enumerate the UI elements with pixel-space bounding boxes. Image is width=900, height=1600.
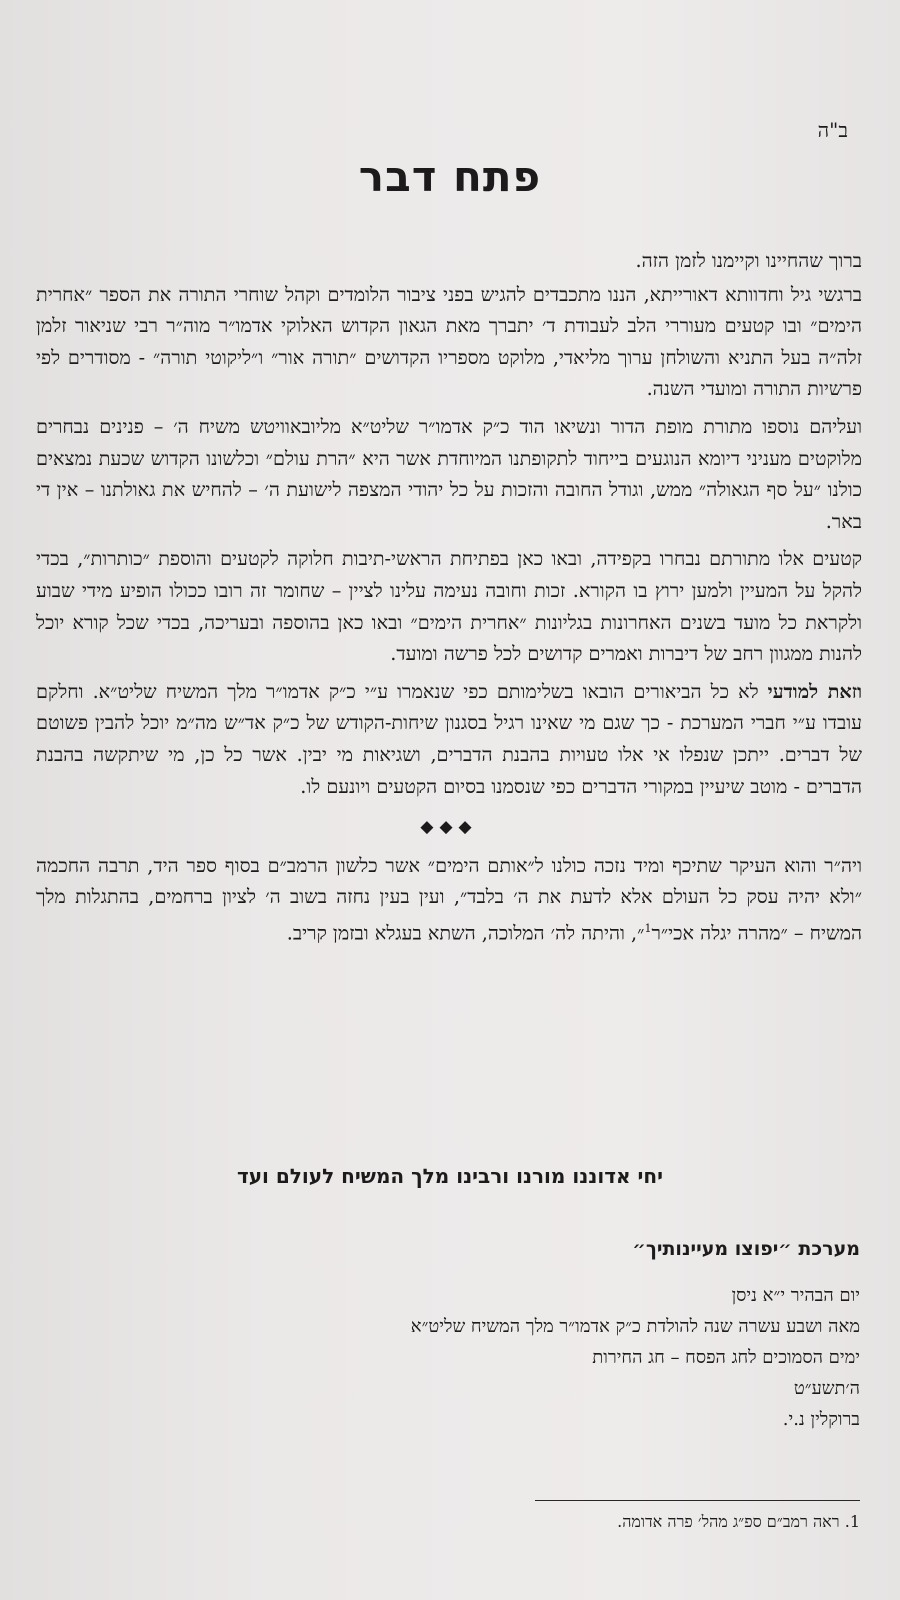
footnote: 1. ראה רמב״ם ספ״ג מהל׳ פרה אדומה. xyxy=(617,1512,860,1531)
paragraph-opening: ברוך שהחיינו וקיימנו לזמן הזה. xyxy=(635,249,862,272)
dateline-line: מאה ושבע עשרה שנה להולדת כ״ק אדמו״ר מלך המשיח שליט״א xyxy=(410,1316,860,1337)
dateline-line: יום הבהיר י״א ניסן xyxy=(731,1285,860,1306)
paragraph-additions: ועליהם נוספו מתורת מופת הדור ונשיאו הוד כ״ק אדמו״ר שליט״א מליובאוויטש משיח ה׳ – פנינים נבחרים מלוקטים מעניני דיומא הנוגעים בייחוד לתקופתנו המיוחדת אשר היא ״הרת עולם״ וכלשונו הקדוש שכעת נמצאים כולנו ״על סף הגאולה״ ממש, וגודל החובה והזכות על כל יהודי המצפה לישועת ה׳ – להחיש את גאולתנו – אין די באר. xyxy=(36,414,862,533)
page-title: פתח דבר xyxy=(358,152,542,201)
editorial-signature: מערכת ״יפוצו מעיינותיך״ xyxy=(632,1238,860,1260)
bh-header: ב"ה xyxy=(817,118,848,142)
closing-line: יחי אדוננו מורנו ורבינו מלך המשיח לעולם ועד xyxy=(236,1164,664,1188)
diamond-separator: ◆◆◆ xyxy=(420,817,478,838)
paragraph-selection: קטעים אלו מתורתם נבחרו בקפידה, ובאו כאן בפתיחת הראשי-תיבות חלוקה לקטעים והוספת ״כותרות״, בכדי להקל על המעיין ולמען ירוץ בו הקורא. זכות וחובה נעימה עלינו לציין – שחומר זה רובו ככולו הופיע מידי שבוע ולקראת כל מועד בשנים האחרונות בגליונות ״אחרית הימים״ ובאו כאן בהוספה ובעריכה, בכדי שכל קורא יוכל להנות ממגוון רחב של דיברות ואמרים קדושים לכל פרשה ומועד. xyxy=(36,547,862,666)
paragraph-introduction: ברגשי גיל וחדוותא דאורייתא, הננו מתכבדים להגיש בפני ציבור הלומדים וקהל שוחרי התורה את הספר ״אחרית הימים״ ובו קטעים מעוררי הלב לעבודת ד׳ יתברך מאת הגאון הקדוש האלוקי אדמו״ר מוה״ר רבי שניאור זלמן זלה״ה בעל התניא והשולחן ערוך מליאדי, מלוקט מספריו הקדושים ״תורה אור״ ו״ליקוטי תורה״ - מסודרים לפי פרשיות התורה ומועדי השנה. xyxy=(36,282,862,401)
dateline-line: ימים הסמוכים לחג הפסח – חג החירות xyxy=(592,1347,860,1368)
final-text-before: ויה״ר והוא העיקר שתיכף ומיד נזכה כולנו ל״אותם הימים״ אשר כלשון הרמב״ם בסוף ספר היד, תרבה החכמה ״ולא יהיה עסק כל העולם אלא לדעת את ה׳ בלבד״, ועין בעין נחזה בשוב ה׳ לציון ברחמים, בהתגלות מלך המשיח – ״מהרה יגלה אכי״ר xyxy=(36,853,862,945)
paragraph-notice xyxy=(36,676,862,802)
notice-bold-lead: וזאת למודעי xyxy=(767,679,862,703)
final-text-after: ״, והיתה לה׳ המלוכה, השתא בעגלא ובזמן קריב. xyxy=(286,921,645,945)
paragraph-final xyxy=(36,850,862,949)
footnote-divider xyxy=(535,1500,860,1501)
notice-text: לא כל הביאורים הובאו בשלימותם כפי שנאמרו ע״י כ״ק אדמו״ר מלך המשיח שליט״א. וחלקם עובדו ע״י חברי המערכת - כך שגם מי שאינו רגיל בסגנון שיחות-הקודש של כ״ק אד״ש מה״מ יוכל להבין פשוטם של דברים. ייתכן שנפלו אי אלו טעויות בהבנת הדברים, ושגיאות מי יבין. אשר כל כן, מי שיתקשה בהבנת הדברים - מוטב שיעיין במקורי הדברים כפי שנסמנו בסיום הקטעים ויונעם לו. xyxy=(36,679,862,798)
body-text xyxy=(36,245,862,955)
dateline xyxy=(260,1280,860,1435)
dateline-line: ברוקלין נ.י. xyxy=(782,1409,860,1430)
dateline-line: ה׳תשע״ט xyxy=(793,1378,860,1399)
footnote-marker[interactable]: 1 xyxy=(644,921,652,935)
